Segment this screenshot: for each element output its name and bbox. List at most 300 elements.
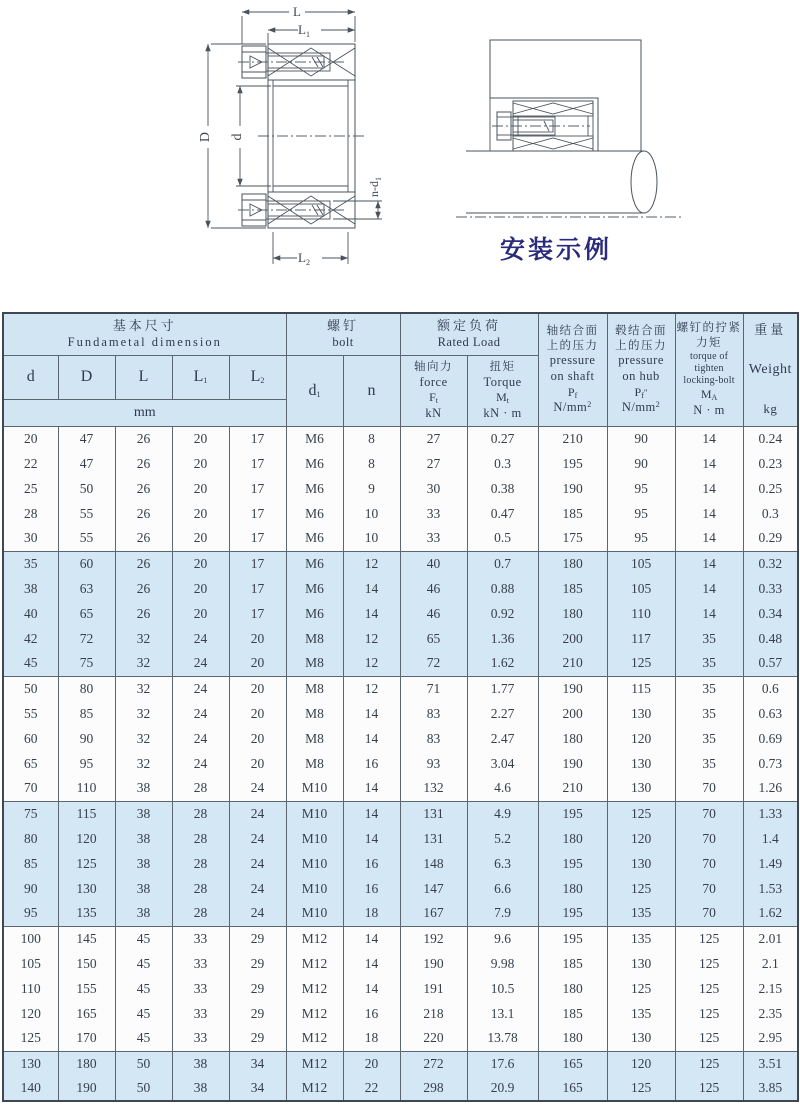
- table-cell: 28: [172, 876, 229, 901]
- table-cell: 17: [229, 526, 286, 551]
- table-cell: M12: [286, 1001, 343, 1026]
- table-cell: 2.35: [743, 1001, 798, 1026]
- table-cell: 20: [229, 651, 286, 676]
- table-cell: 117: [607, 626, 675, 651]
- table-cell: 0.92: [467, 601, 538, 626]
- table-cell: 10: [343, 526, 400, 551]
- table-cell: 42: [3, 626, 58, 651]
- table-cell: 26: [115, 476, 172, 501]
- table-cell: 70: [675, 826, 743, 851]
- table-cell: 70: [675, 876, 743, 901]
- table-cell: 38: [115, 801, 172, 826]
- col-D: D: [58, 355, 115, 399]
- table-cell: 0.23: [743, 451, 798, 476]
- table-cell: 210: [538, 426, 607, 451]
- table-cell: 1.33: [743, 801, 798, 826]
- table-cell: 105: [607, 551, 675, 576]
- table-cell: 185: [538, 1001, 607, 1026]
- table-cell: 185: [538, 576, 607, 601]
- table-cell: 210: [538, 776, 607, 801]
- table-cell: 70: [3, 776, 58, 801]
- table-cell: 4.6: [467, 776, 538, 801]
- table-row: [3, 1051, 798, 1076]
- table-cell: 40: [400, 551, 467, 576]
- table-cell: 2.95: [743, 1026, 798, 1051]
- table-cell: M6: [286, 551, 343, 576]
- table-cell: 14: [675, 476, 743, 501]
- table-cell: 38: [172, 1076, 229, 1101]
- table-cell: 20: [229, 726, 286, 751]
- table-cell: 0.25: [743, 476, 798, 501]
- table-cell: 24: [229, 851, 286, 876]
- table-cell: 135: [607, 1001, 675, 1026]
- table-cell: 17: [229, 451, 286, 476]
- table-cell: 24: [172, 701, 229, 726]
- table-row: [3, 876, 798, 901]
- table-row: [3, 826, 798, 851]
- table-cell: 24: [172, 676, 229, 701]
- table-cell: 105: [3, 951, 58, 976]
- table-row: [3, 676, 798, 701]
- table-cell: 125: [675, 1026, 743, 1051]
- table-cell: 28: [172, 826, 229, 851]
- table-cell: M8: [286, 751, 343, 776]
- dim-label-d: d: [230, 133, 245, 141]
- table-row: [3, 801, 798, 826]
- table-cell: 29: [229, 1001, 286, 1026]
- table-cell: M6: [286, 476, 343, 501]
- table-cell: 185: [538, 501, 607, 526]
- table-cell: 17: [229, 576, 286, 601]
- table-cell: 24: [229, 801, 286, 826]
- table-cell: 131: [400, 826, 467, 851]
- dim-label-n-d1: $n-d_1$: [367, 177, 383, 197]
- table-cell: 72: [58, 626, 115, 651]
- table-cell: 192: [400, 926, 467, 951]
- table-cell: 32: [115, 701, 172, 726]
- table-cell: 50: [115, 1051, 172, 1076]
- table-row: [3, 926, 798, 951]
- table-cell: 9.98: [467, 951, 538, 976]
- table-cell: 195: [538, 801, 607, 826]
- table-cell: 35: [675, 676, 743, 701]
- table-cell: 95: [607, 526, 675, 551]
- table-cell: 20: [229, 626, 286, 651]
- table-cell: 22: [343, 1076, 400, 1101]
- table-cell: 24: [229, 826, 286, 851]
- table-cell: 14: [343, 726, 400, 751]
- table-cell: 145: [58, 926, 115, 951]
- table-cell: 80: [3, 826, 58, 851]
- table-row: [3, 501, 798, 526]
- table-cell: 1.49: [743, 851, 798, 876]
- table-cell: 46: [400, 601, 467, 626]
- table-cell: 167: [400, 901, 467, 926]
- table-cell: 190: [538, 676, 607, 701]
- table-cell: 75: [58, 651, 115, 676]
- table-cell: 195: [538, 851, 607, 876]
- table-cell: 6.3: [467, 851, 538, 876]
- table-cell: 47: [58, 426, 115, 451]
- table-cell: 200: [538, 701, 607, 726]
- table-cell: 20: [172, 576, 229, 601]
- table-cell: 2.27: [467, 701, 538, 726]
- table-cell: 130: [3, 1051, 58, 1076]
- table-cell: 38: [3, 576, 58, 601]
- table-cell: 32: [115, 676, 172, 701]
- table-cell: 130: [607, 851, 675, 876]
- dimension-L1: [268, 22, 355, 44]
- table-body: [3, 426, 798, 1101]
- table-cell: 210: [538, 651, 607, 676]
- table-cell: 29: [229, 976, 286, 1001]
- table-cell: 24: [229, 776, 286, 801]
- table-cell: 0.69: [743, 726, 798, 751]
- table-cell: 20: [229, 676, 286, 701]
- table-cell: 28: [172, 851, 229, 876]
- table-cell: 130: [607, 701, 675, 726]
- table-cell: 0.88: [467, 576, 538, 601]
- table-cell: 14: [343, 701, 400, 726]
- table-cell: 17: [229, 501, 286, 526]
- table-cell: 12: [343, 626, 400, 651]
- table-cell: 125: [675, 976, 743, 1001]
- table-cell: 32: [115, 751, 172, 776]
- col-L1: $L_1$: [172, 355, 229, 399]
- table-cell: 83: [400, 726, 467, 751]
- table-cell: 50: [3, 676, 58, 701]
- col-n: n: [343, 355, 400, 426]
- table-cell: 190: [400, 951, 467, 976]
- table-cell: 180: [538, 976, 607, 1001]
- table-cell: 105: [607, 576, 675, 601]
- table-cell: 0.73: [743, 751, 798, 776]
- table-cell: 38: [115, 826, 172, 851]
- table-cell: M8: [286, 626, 343, 651]
- table-row: [3, 976, 798, 1001]
- table-cell: 135: [58, 901, 115, 926]
- table-cell: 20: [172, 501, 229, 526]
- table-cell: M6: [286, 501, 343, 526]
- table-cell: 24: [172, 726, 229, 751]
- table-cell: 16: [343, 1001, 400, 1026]
- table-cell: 29: [229, 926, 286, 951]
- table-cell: M10: [286, 851, 343, 876]
- table-cell: 70: [675, 901, 743, 926]
- locking-device: [490, 98, 598, 151]
- table-cell: 125: [58, 851, 115, 876]
- table-cell: 195: [538, 901, 607, 926]
- table-cell: 14: [343, 601, 400, 626]
- table-cell: 35: [675, 626, 743, 651]
- table-cell: 95: [3, 901, 58, 926]
- table-cell: 71: [400, 676, 467, 701]
- table-cell: 72: [400, 651, 467, 676]
- table-cell: 95: [607, 476, 675, 501]
- table-cell: M12: [286, 1051, 343, 1076]
- table-cell: 26: [115, 526, 172, 551]
- table-cell: 35: [675, 751, 743, 776]
- table-row: [3, 1076, 798, 1101]
- table-cell: 4.9: [467, 801, 538, 826]
- table-cell: 5.2: [467, 826, 538, 851]
- header-rated-load: 额定负荷 Rated Load: [400, 313, 538, 355]
- table-cell: 26: [115, 576, 172, 601]
- table-cell: 0.27: [467, 426, 538, 451]
- table-cell: 12: [343, 551, 400, 576]
- table-cell: 125: [675, 1001, 743, 1026]
- table-row: [3, 551, 798, 576]
- table-cell: 28: [172, 901, 229, 926]
- table-cell: 130: [58, 876, 115, 901]
- table-cell: 220: [400, 1026, 467, 1051]
- table-cell: 38: [115, 851, 172, 876]
- table-cell: M6: [286, 426, 343, 451]
- table-cell: 34: [229, 1051, 286, 1076]
- table-cell: 17: [229, 426, 286, 451]
- table-cell: 20.9: [467, 1076, 538, 1101]
- table-cell: 110: [58, 776, 115, 801]
- table-cell: 155: [58, 976, 115, 1001]
- table-cell: 34: [229, 1076, 286, 1101]
- table-cell: 8: [343, 451, 400, 476]
- col-L2: $L_2$: [229, 355, 286, 399]
- table-cell: 63: [58, 576, 115, 601]
- table-cell: 33: [172, 976, 229, 1001]
- table-cell: 180: [538, 1026, 607, 1051]
- table-cell: 90: [607, 426, 675, 451]
- header-basic-dimension: [3, 313, 286, 355]
- table-row: [3, 601, 798, 626]
- table-cell: 185: [538, 951, 607, 976]
- table-cell: M10: [286, 801, 343, 826]
- table-row: [3, 901, 798, 926]
- dim-label-L: L: [293, 4, 301, 19]
- table-cell: 70: [675, 776, 743, 801]
- shaft: [456, 151, 682, 217]
- table-cell: 130: [607, 1026, 675, 1051]
- table-cell: 100: [3, 926, 58, 951]
- table-cell: 38: [115, 776, 172, 801]
- table-cell: 1.36: [467, 626, 538, 651]
- table-row: [3, 751, 798, 776]
- table-cell: 35: [3, 551, 58, 576]
- table-cell: 55: [58, 526, 115, 551]
- table-cell: 0.5: [467, 526, 538, 551]
- table-cell: 38: [115, 901, 172, 926]
- table-cell: 47: [58, 451, 115, 476]
- col-d1: $d_1$: [286, 355, 343, 426]
- table-cell: 0.63: [743, 701, 798, 726]
- table-cell: 135: [607, 926, 675, 951]
- table-cell: 125: [607, 976, 675, 1001]
- table-cell: 180: [58, 1051, 115, 1076]
- table-cell: 70: [675, 851, 743, 876]
- header-axial-force: 轴向力 force $F_t$ kN: [400, 355, 467, 426]
- table-cell: 20: [172, 476, 229, 501]
- table-cell: 45: [115, 926, 172, 951]
- header-pressure-on-shaft: 轴结合面 上的压力 pressure on shaft $P_f$ $N/mm^2$: [538, 313, 607, 426]
- dim-label-L2: $L_2$: [298, 250, 310, 267]
- table-cell: 165: [58, 1001, 115, 1026]
- table-cell: 55: [3, 701, 58, 726]
- table-row: [3, 426, 798, 451]
- table-cell: 165: [538, 1076, 607, 1101]
- table-cell: 130: [607, 751, 675, 776]
- table-cell: 26: [115, 426, 172, 451]
- table-cell: 20: [343, 1051, 400, 1076]
- dimension-n-d1: [333, 177, 383, 219]
- table-cell: 0.24: [743, 426, 798, 451]
- table-cell: 14: [343, 826, 400, 851]
- dim-label-L1: $L_1$: [298, 22, 310, 39]
- table-cell: 17: [229, 476, 286, 501]
- table-cell: 93: [400, 751, 467, 776]
- table-cell: 1.77: [467, 676, 538, 701]
- table-cell: 0.3: [467, 451, 538, 476]
- table-cell: 16: [343, 851, 400, 876]
- table-cell: 45: [3, 651, 58, 676]
- table-cell: 30: [400, 476, 467, 501]
- table-cell: 26: [115, 451, 172, 476]
- table-cell: 50: [115, 1076, 172, 1101]
- table-cell: 120: [607, 826, 675, 851]
- spec-table: [2, 312, 799, 1102]
- table-cell: M10: [286, 876, 343, 901]
- table-cell: 20: [229, 701, 286, 726]
- table-cell: 14: [343, 801, 400, 826]
- table-cell: 14: [675, 451, 743, 476]
- table-cell: 18: [343, 1026, 400, 1051]
- table-cell: 24: [172, 651, 229, 676]
- table-cell: 24: [229, 901, 286, 926]
- table-cell: 0.57: [743, 651, 798, 676]
- table-cell: M6: [286, 451, 343, 476]
- table-cell: 191: [400, 976, 467, 1001]
- table-cell: 8: [343, 426, 400, 451]
- dimension-L2: [273, 232, 348, 267]
- table-cell: 45: [115, 1001, 172, 1026]
- table-cell: 150: [58, 951, 115, 976]
- table-cell: 218: [400, 1001, 467, 1026]
- header-pressure-on-hub: 毂结合面 上的压力 pressure on hub $P_f''$ $N/mm^2$: [607, 313, 675, 426]
- inner-sleeve: [258, 80, 365, 192]
- installation-caption: 安装示例: [499, 237, 613, 264]
- drawing-installation-example: [438, 8, 778, 283]
- table-cell: 29: [229, 1026, 286, 1051]
- table-cell: 3.04: [467, 751, 538, 776]
- table-cell: 1.4: [743, 826, 798, 851]
- table-cell: 33: [172, 1026, 229, 1051]
- table-row: [3, 476, 798, 501]
- col-L: L: [115, 355, 172, 399]
- table-row: [3, 951, 798, 976]
- table-cell: 12: [343, 651, 400, 676]
- technical-drawings: [0, 0, 800, 312]
- table-cell: 14: [675, 576, 743, 601]
- table-cell: 0.7: [467, 551, 538, 576]
- table-cell: 30: [3, 526, 58, 551]
- table-cell: 190: [538, 751, 607, 776]
- header-torque: 扭矩 Torque $M_t$ kN · m: [467, 355, 538, 426]
- table-cell: 9: [343, 476, 400, 501]
- table-cell: M10: [286, 776, 343, 801]
- table-row: [3, 851, 798, 876]
- table-cell: 3.51: [743, 1051, 798, 1076]
- table-cell: M12: [286, 1026, 343, 1051]
- table-cell: 33: [172, 926, 229, 951]
- table-cell: 18: [343, 901, 400, 926]
- table-cell: 50: [58, 476, 115, 501]
- table-cell: M12: [286, 976, 343, 1001]
- table-cell: 65: [400, 626, 467, 651]
- table-cell: 46: [400, 576, 467, 601]
- table-cell: 17.6: [467, 1051, 538, 1076]
- table-cell: 75: [3, 801, 58, 826]
- table-cell: 14: [675, 526, 743, 551]
- table-cell: M6: [286, 576, 343, 601]
- table-cell: 115: [58, 801, 115, 826]
- table-cell: 1.26: [743, 776, 798, 801]
- table-cell: 170: [58, 1026, 115, 1051]
- table-cell: 70: [675, 801, 743, 826]
- table-cell: 0.6: [743, 676, 798, 701]
- table-cell: 13.1: [467, 1001, 538, 1026]
- table-cell: 148: [400, 851, 467, 876]
- table-cell: 22: [3, 451, 58, 476]
- table-cell: 38: [115, 876, 172, 901]
- table-row: [3, 1026, 798, 1051]
- table-cell: 120: [607, 1051, 675, 1076]
- table-row: [3, 726, 798, 751]
- table-cell: 0.38: [467, 476, 538, 501]
- table-cell: 38: [172, 1051, 229, 1076]
- table-cell: 272: [400, 1051, 467, 1076]
- table-cell: 20: [172, 551, 229, 576]
- table-cell: 32: [115, 626, 172, 651]
- table-cell: 24: [229, 876, 286, 901]
- table-cell: 147: [400, 876, 467, 901]
- table-cell: 20: [3, 426, 58, 451]
- table-cell: 180: [538, 551, 607, 576]
- table-cell: M8: [286, 676, 343, 701]
- table-cell: 27: [400, 451, 467, 476]
- table-cell: 0.48: [743, 626, 798, 651]
- table-row: [3, 451, 798, 476]
- table-cell: 180: [538, 726, 607, 751]
- table-cell: 60: [58, 551, 115, 576]
- table-cell: 33: [400, 501, 467, 526]
- table-cell: M10: [286, 826, 343, 851]
- table-cell: M6: [286, 526, 343, 551]
- drawing-locking-assembly: [178, 0, 418, 290]
- table-cell: M12: [286, 951, 343, 976]
- table-cell: 16: [343, 876, 400, 901]
- table-row: [3, 1001, 798, 1026]
- table-cell: 200: [538, 626, 607, 651]
- table-cell: 110: [607, 601, 675, 626]
- table-cell: 40: [3, 601, 58, 626]
- table-cell: 0.33: [743, 576, 798, 601]
- table-cell: 190: [538, 476, 607, 501]
- header-bolt: 螺钉 bolt: [286, 313, 400, 355]
- table-cell: 195: [538, 926, 607, 951]
- table-cell: 298: [400, 1076, 467, 1101]
- table-cell: 120: [3, 1001, 58, 1026]
- table-cell: 0.3: [743, 501, 798, 526]
- table-cell: 20: [172, 601, 229, 626]
- table-cell: 3.85: [743, 1076, 798, 1101]
